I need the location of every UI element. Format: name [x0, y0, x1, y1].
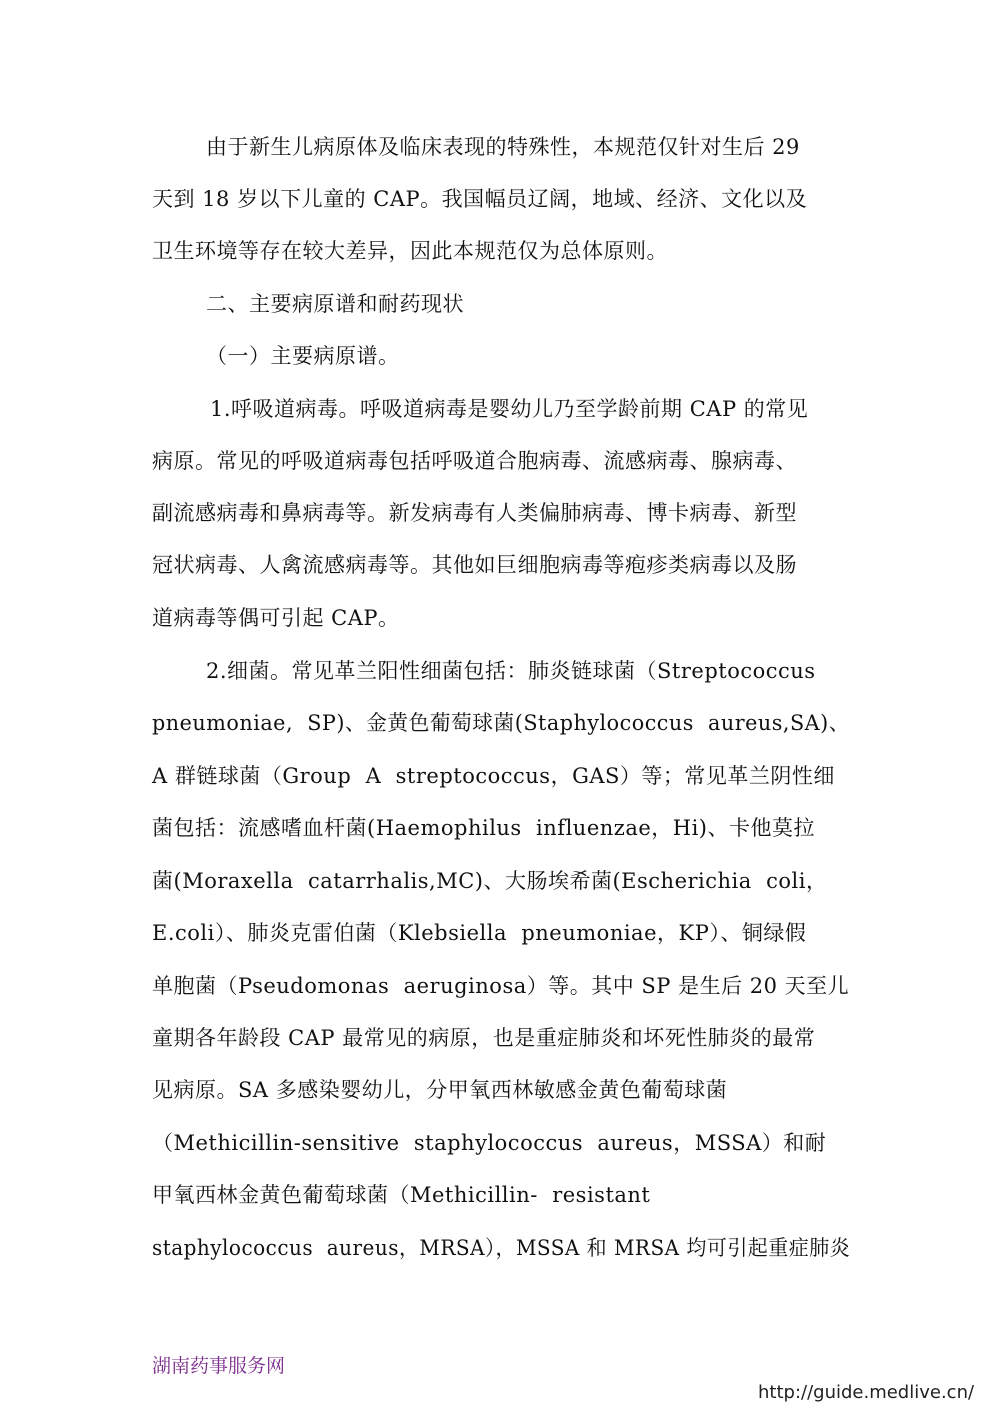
paragraph-line: 菌包括：流感嗜血杆菌(Haemophilus influenzae，Hi)、卡他莫拉: [152, 816, 816, 840]
paragraph-line: A 群链球菌（Group A streptococcus，GAS）等；常见革兰阴性细: [152, 764, 835, 788]
paragraph-line: 单胞菌（Pseudomonas aeruginosa）等。其中 SP 是生后 20 天至儿: [152, 974, 850, 998]
footer-url-link[interactable]: http://guide.medlive.cn/: [758, 1382, 975, 1403]
paragraph-line: 病原。常见的呼吸道病毒包括呼吸道合胞病毒、流感病毒、腺病毒、: [152, 449, 797, 473]
paragraph-line: （Methicillin-sensitive staphylococcus aureus，MSSA）和耐: [152, 1131, 827, 1155]
paragraph-line: 由于新生儿病原体及临床表现的特殊性，本规范仅针对生后 29: [206, 135, 800, 159]
paragraph-line: 菌(Moraxella catarrhalis,MC)、大肠埃希菌(Escherichia coli，: [152, 869, 828, 893]
paragraph-line: 童期各年龄段 CAP 最常见的病原，也是重症肺炎和坏死性肺炎的最常: [152, 1026, 816, 1050]
paragraph-line: staphylococcus aureus，MRSA），MSSA 和 MRSA 均可引起重症肺炎: [152, 1236, 851, 1260]
paragraph-line: 2.细菌。常见革兰阳性细菌包括：肺炎链球菌（Streptococcus: [206, 659, 816, 683]
section-heading: 二、主要病原谱和耐药现状: [206, 292, 464, 316]
footer-site-name: 湖南药事服务网: [152, 1355, 286, 1377]
paragraph-line: 1.呼吸道病毒。呼吸道病毒是婴幼儿乃至学龄前期 CAP 的常见: [210, 397, 809, 421]
paragraph-line: E.coli）、肺炎克雷伯菌（Klebsiella pneumoniae，KP）、铜绿假: [152, 921, 807, 945]
paragraph-line: 见病原。SA 多感染婴幼儿，分甲氧西林敏感金黄色葡萄球菌: [152, 1078, 728, 1102]
paragraph-line: 甲氧西林金黄色葡萄球菌（Methicillin- resistant: [152, 1183, 651, 1207]
paragraph-line: 冠状病毒、人禽流感病毒等。其他如巨细胞病毒等疱疹类病毒以及肠: [152, 553, 797, 577]
subsection-heading: （一）主要病原谱。: [206, 344, 400, 368]
paragraph-line: 卫生环境等存在较大差异，因此本规范仅为总体原则。: [152, 239, 668, 263]
paragraph-line: pneumoniae, SP)、金黄色葡萄球菌(Staphylococcus aureus,SA)、: [152, 711, 850, 735]
paragraph-line: 道病毒等偶可引起 CAP。: [152, 606, 400, 630]
paragraph-line: 副流感病毒和鼻病毒等。新发病毒有人类偏肺病毒、博卡病毒、新型: [152, 501, 797, 525]
paragraph-line: 天到 18 岁以下儿童的 CAP。我国幅员辽阔，地域、经济、文化以及: [152, 187, 808, 211]
